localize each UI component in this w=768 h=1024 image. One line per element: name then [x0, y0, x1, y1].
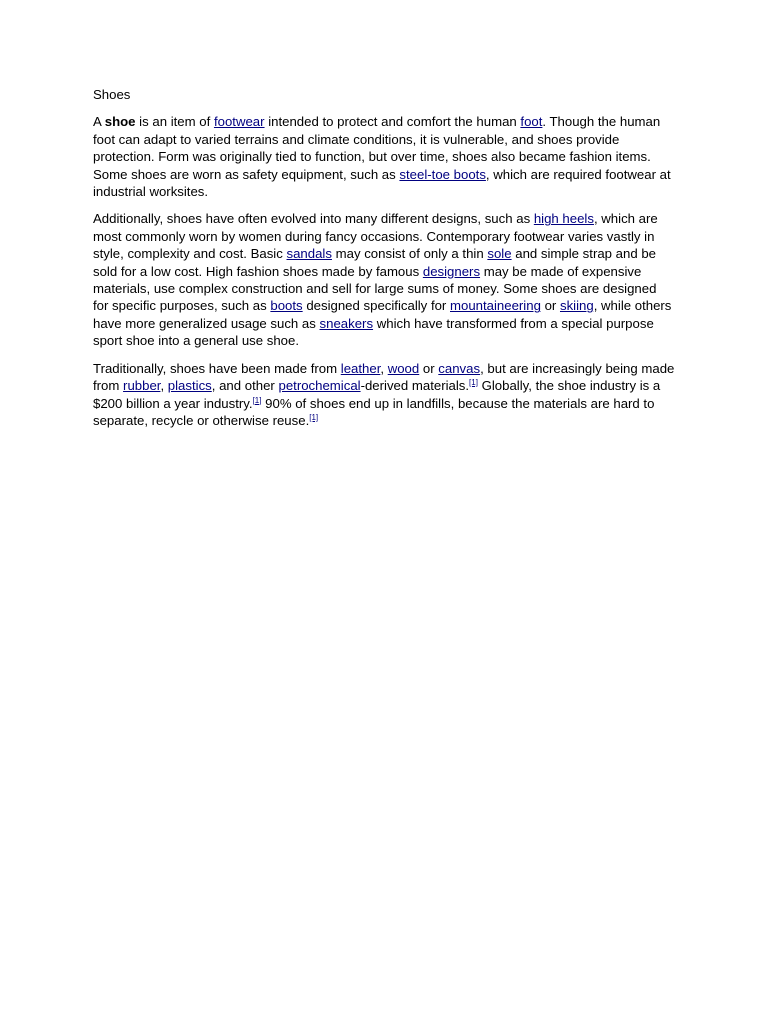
- text-run: intended to protect and comfort the human: [264, 114, 521, 130]
- link-wood[interactable]: wood: [387, 360, 420, 376]
- footnote-link[interactable]: [1]: [252, 395, 262, 405]
- link-footwear[interactable]: footwear: [213, 114, 265, 130]
- link-rubber[interactable]: rubber: [123, 378, 161, 394]
- text-run: , while others have more generalized usage such as: [93, 298, 672, 331]
- text-run: , and other: [211, 378, 279, 394]
- text-run: 90% of shoes end up in landfills, because the materials are hard to separate, recycle or otherwise reuse.: [93, 395, 655, 428]
- paragraph-intro: [93, 113, 675, 200]
- link-mountaineering[interactable]: mountaineering: [450, 298, 541, 314]
- link-boots[interactable]: boots: [270, 298, 303, 314]
- link-high-heels[interactable]: high heels: [533, 211, 594, 227]
- text-run: Globally, the shoe industry is a $200 billion a year industry.: [93, 378, 661, 411]
- paragraph-designs: [93, 210, 675, 349]
- footnote-ref: [309, 413, 318, 422]
- text-run: A: [93, 114, 105, 130]
- text-run: is an item of: [135, 114, 214, 130]
- link-plastics[interactable]: plastics: [167, 378, 212, 394]
- text-run: which have transformed from a special purpose sport shoe into a general use shoe.: [93, 315, 654, 349]
- text-run: and simple strap and be sold for a low cost. High fashion shoes made by famous: [93, 246, 656, 279]
- text-run: , which are most commonly worn by women during fancy occasions. Contemporary footwear varies vastly in style, complexity and cost. Basic: [93, 211, 658, 262]
- document-page: [93, 86, 675, 439]
- link-foot[interactable]: foot: [520, 114, 543, 130]
- footnote-link[interactable]: [1]: [469, 378, 478, 388]
- link-petrochemical[interactable]: petrochemical: [278, 378, 361, 394]
- link-designers[interactable]: designers: [422, 263, 481, 279]
- text-run: , but are increasingly being made from: [93, 360, 675, 394]
- text-run: ,: [380, 360, 388, 376]
- text-run: Traditionally, shoes have been made from: [93, 360, 341, 376]
- paragraph-materials: [93, 360, 675, 430]
- document-title: Shoes: [93, 87, 131, 102]
- text-run: ,: [160, 378, 168, 394]
- footnote-link[interactable]: [1]: [309, 412, 319, 422]
- link-steel-toe-boots[interactable]: steel-toe boots: [399, 166, 486, 182]
- bold-term-shoe: shoe: [104, 114, 136, 130]
- text-run: designed specifically for: [302, 298, 450, 314]
- text-run: may consist of only a thin: [331, 246, 488, 262]
- footnote-ref: [469, 378, 478, 387]
- link-sneakers[interactable]: sneakers: [319, 315, 374, 331]
- text-run: or: [419, 360, 439, 376]
- link-skiing[interactable]: skiing: [559, 298, 594, 314]
- link-canvas[interactable]: canvas: [438, 360, 481, 376]
- text-run: may be made of expensive materials, use complex construction and sell for large sums of money. Some shoes are designed for specific purposes, such as: [93, 263, 657, 314]
- link-sandals[interactable]: sandals: [286, 246, 332, 262]
- text-run: or: [540, 298, 560, 314]
- text-run: Additionally, shoes have often evolved into many different designs, such as: [93, 211, 534, 227]
- link-sole[interactable]: sole: [487, 246, 512, 262]
- text-run: -derived materials.: [360, 378, 470, 394]
- link-leather[interactable]: leather: [340, 360, 381, 376]
- text-run: , which are required footwear at industrial worksites.: [93, 166, 671, 200]
- text-run: . Though the human foot can adapt to varied terrains and climate conditions, it is vulnerable, and shoes provide protection. Form was originally tied to function, but over time, shoes also became fashion items. Some shoes are worn as safety equipment, such as: [93, 114, 661, 182]
